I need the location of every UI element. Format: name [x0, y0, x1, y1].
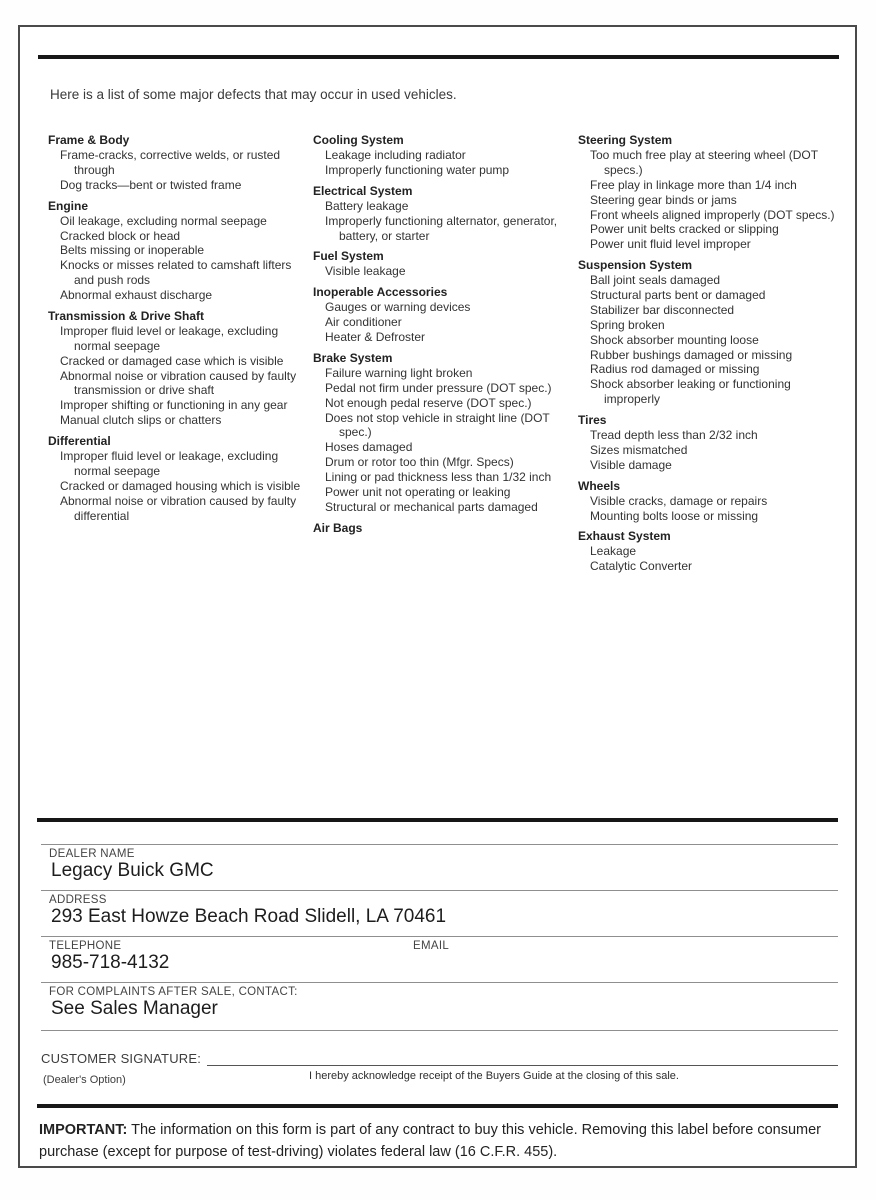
defect-item: Ball joint seals damaged [590, 273, 721, 288]
defect-item: Tread depth less than 2/32 inch [590, 428, 758, 442]
category-heading: Transmission & Drive Shaft [48, 308, 205, 323]
defect-item: Does not stop vehicle in straight line (DOT spec.) [325, 410, 550, 440]
defect-item: Frame-cracks, corrective welds, or rusted through [60, 148, 281, 177]
telephone-field [41, 936, 838, 982]
dealer-name-value: Legacy Buick GMC [51, 860, 214, 881]
category-heading: Wheels [578, 478, 621, 493]
defect-item: Drum or rotor too thin (Mfgr. Specs) [325, 455, 514, 470]
defect-item: Oil leakage, excluding normal seepage [60, 213, 267, 228]
telephone-label: TELEPHONE [49, 940, 122, 952]
defect-item: Cracked or damaged case which is visible [60, 353, 284, 368]
defect-item: Visible damage [590, 457, 672, 472]
defect-item: Stabilizer bar disconnected [590, 302, 735, 317]
defect-item: Heater & Defroster [325, 330, 426, 344]
customer-signature-row [41, 1051, 838, 1066]
defect-item: Catalytic Converter [590, 559, 693, 574]
complaints-value: See Sales Manager [51, 998, 218, 1019]
important-notice [39, 1120, 836, 1164]
defect-item: Front wheels aligned improperly (DOT specs.) [590, 207, 835, 222]
category-heading: Frame & Body [48, 133, 130, 147]
customer-signature-label: CUSTOMER SIGNATURE: [41, 1051, 202, 1066]
dealer-form-fields [41, 844, 838, 1031]
defects-column [578, 133, 836, 574]
defect-item: Improper fluid level or leakage, excluding normal seepage [60, 449, 279, 478]
category-heading: Brake System [313, 350, 393, 365]
defects-column [313, 133, 571, 536]
defect-item: Improper shifting or functioning in any gear [60, 398, 288, 413]
defect-item: Gauges or warning devices [325, 300, 471, 315]
defect-item: Not enough pedal reserve (DOT spec.) [325, 395, 532, 410]
defect-item: Leakage including radiator [325, 148, 466, 162]
defect-item: Failure warning light broken [325, 365, 473, 380]
defect-item: Power unit belts cracked or slipping [590, 222, 779, 237]
category-heading: Electrical System [313, 183, 413, 198]
category-heading: Inoperable Accessories [313, 285, 448, 300]
defect-item: Steering gear binds or jams [590, 192, 737, 207]
category-heading: Air Bags [313, 520, 363, 535]
category-heading: Engine [48, 198, 89, 213]
defect-item: Free play in linkage more than 1/4 inch [590, 177, 797, 192]
dealer-name-label: DEALER NAME [49, 848, 135, 860]
form-divider-rule [37, 818, 838, 822]
defect-item: Improperly functioning water pump [325, 162, 510, 177]
defect-item: Dog tracks—bent or twisted frame [60, 177, 242, 192]
email-label: EMAIL [413, 940, 450, 952]
important-label: IMPORTANT: [39, 1122, 128, 1138]
address-label: ADDRESS [49, 894, 107, 906]
address-value: 293 East Howze Beach Road Slidell, LA 70461 [51, 906, 447, 927]
category-heading: Tires [578, 413, 607, 427]
defect-item: Cracked block or head [60, 228, 181, 243]
defect-item: Abnormal noise or vibration caused by faulty transmission or drive shaft [60, 368, 297, 398]
defect-item: Power unit not operating or leaking [325, 484, 511, 499]
defect-item: Mounting bolts loose or missing [590, 508, 759, 523]
defect-item: Spring broken [590, 317, 665, 332]
defect-item: Knocks or misses related to camshaft lifters and push rods [60, 258, 292, 288]
category-heading: Steering System [578, 133, 673, 147]
document-sheet [18, 25, 857, 1168]
defect-item: Air conditioner [325, 315, 402, 330]
defect-item: Visible leakage [325, 264, 406, 279]
category-heading: Differential [48, 434, 111, 448]
signature-sub-row [41, 1070, 838, 1086]
defect-item: Too much free play at steering wheel (DOT specs.) [590, 148, 818, 177]
defect-item: Structural parts bent or damaged [590, 288, 766, 302]
category-heading: Fuel System [313, 249, 384, 264]
telephone-value: 985-718-4132 [51, 952, 170, 973]
complaints-field [41, 982, 838, 1031]
intro-text: Here is a list of some major defects that may occur in used vehicles. [50, 87, 457, 102]
defect-item: Sizes mismatched [590, 442, 688, 457]
defect-item: Battery leakage [325, 198, 409, 213]
defect-item: Improperly functioning alternator, generator, battery, or starter [325, 213, 558, 243]
important-text: The information on this form is part of any contract to buy this vehicle. Removing this label before consumer purchase (except for purpose of test-driving) violates federal law (16 C.F.R. 455). [39, 1122, 822, 1160]
defect-item: Structural or mechanical parts damaged [325, 499, 538, 514]
dealer-name-field [41, 844, 838, 890]
category-heading: Suspension System [578, 258, 693, 273]
dealer-form-section [37, 818, 838, 1164]
important-divider-rule [37, 1104, 838, 1108]
defect-item: Manual clutch slips or chatters [60, 413, 222, 428]
defects-column [48, 133, 306, 523]
defect-item: Belts missing or inoperable [60, 243, 205, 258]
defect-item: Leakage [590, 544, 637, 559]
complaints-label: FOR COMPLAINTS AFTER SALE, CONTACT: [49, 986, 298, 998]
defect-item: Hoses damaged [325, 440, 413, 455]
defect-list-columns [48, 133, 841, 574]
defect-item: Radius rod damaged or missing [590, 362, 760, 377]
defect-item: Power unit fluid level improper [590, 237, 751, 252]
top-divider-rule [38, 55, 839, 59]
defect-item: Rubber bushings damaged or missing [590, 347, 793, 362]
category-heading: Cooling System [313, 133, 404, 147]
defect-item: Abnormal exhaust discharge [60, 288, 213, 302]
defect-item: Lining or pad thickness less than 1/32 inch [325, 470, 552, 484]
defect-item: Shock absorber mounting loose [590, 332, 759, 347]
defect-item: Abnormal noise or vibration caused by faulty differential [60, 493, 297, 523]
signature-line [207, 1052, 838, 1066]
defect-item: Improper fluid level or leakage, excluding normal seepage [60, 323, 279, 353]
category-heading: Exhaust System [578, 529, 671, 544]
signature-acknowledgment: I hereby acknowledge receipt of the Buyers Guide at the closing of this sale. [309, 1070, 679, 1082]
defect-item: Shock absorber leaking or functioning improperly [590, 377, 791, 407]
dealers-option-note: (Dealer's Option) [43, 1074, 126, 1086]
defect-item: Visible cracks, damage or repairs [590, 493, 768, 508]
defect-item: Cracked or damaged housing which is visible [60, 478, 301, 493]
defect-item: Pedal not firm under pressure (DOT spec.) [325, 380, 552, 395]
address-field [41, 890, 838, 936]
